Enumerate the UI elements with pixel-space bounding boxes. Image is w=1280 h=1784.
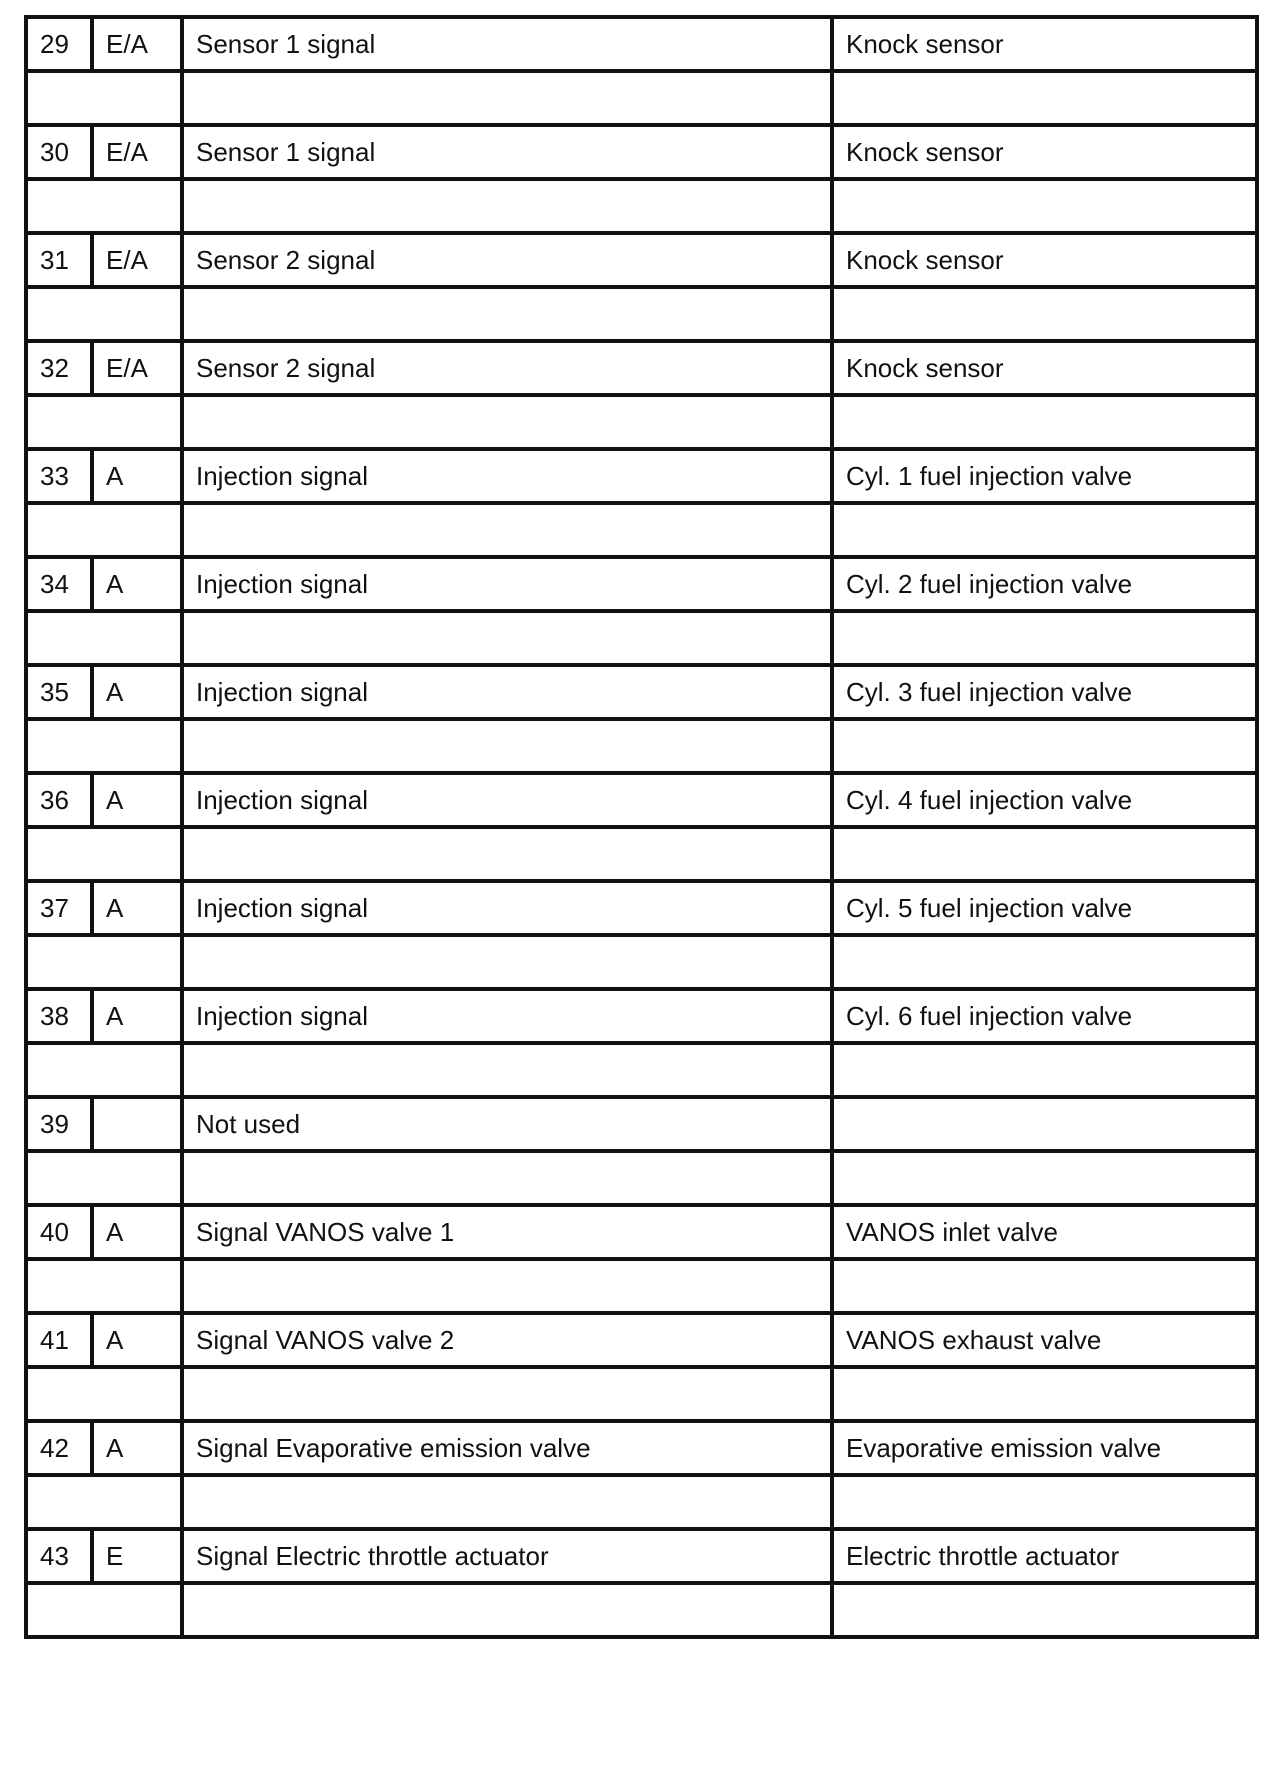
- table-row: [26, 449, 1257, 503]
- description-cell: Sensor 2 signal: [182, 341, 832, 395]
- spacer-row: [26, 1151, 1257, 1205]
- table-row: [26, 557, 1257, 611]
- pin-number-cell: 41: [26, 1313, 92, 1367]
- signal-type-cell: E/A: [92, 125, 182, 179]
- table-row: [26, 1421, 1257, 1475]
- signal-type-cell: A: [92, 1205, 182, 1259]
- component-cell: Cyl. 5 fuel injection valve: [832, 881, 1257, 935]
- table-row: [26, 341, 1257, 395]
- component-cell: VANOS inlet valve: [832, 1205, 1257, 1259]
- table-row: [26, 233, 1257, 287]
- spacer-row: [26, 287, 1257, 341]
- spacer-row: [26, 935, 1257, 989]
- pin-assignment-table: [24, 15, 1259, 1639]
- component-cell: Knock sensor: [832, 125, 1257, 179]
- description-cell: Injection signal: [182, 449, 832, 503]
- component-cell: Cyl. 3 fuel injection valve: [832, 665, 1257, 719]
- description-cell: Signal Electric throttle actuator: [182, 1529, 832, 1583]
- signal-type-cell: A: [92, 1421, 182, 1475]
- description-cell: Injection signal: [182, 557, 832, 611]
- signal-type-cell: A: [92, 449, 182, 503]
- spacer-row: [26, 827, 1257, 881]
- component-cell: [832, 1097, 1257, 1151]
- signal-type-cell: E/A: [92, 17, 182, 71]
- pin-number-cell: 39: [26, 1097, 92, 1151]
- description-cell: Signal Evaporative emission valve: [182, 1421, 832, 1475]
- spacer-row: [26, 1583, 1257, 1637]
- description-cell: Signal VANOS valve 1: [182, 1205, 832, 1259]
- spacer-row: [26, 71, 1257, 125]
- component-cell: VANOS exhaust valve: [832, 1313, 1257, 1367]
- table-row: [26, 881, 1257, 935]
- description-cell: Sensor 2 signal: [182, 233, 832, 287]
- spacer-row: [26, 179, 1257, 233]
- table-row: [26, 1529, 1257, 1583]
- component-cell: Knock sensor: [832, 233, 1257, 287]
- description-cell: Not used: [182, 1097, 832, 1151]
- spacer-row: [26, 503, 1257, 557]
- pin-number-cell: 36: [26, 773, 92, 827]
- description-cell: Injection signal: [182, 881, 832, 935]
- spacer-row: [26, 395, 1257, 449]
- pin-number-cell: 37: [26, 881, 92, 935]
- pin-assignment-sheet: [24, 15, 1255, 1639]
- spacer-row: [26, 1259, 1257, 1313]
- component-cell: Evaporative emission valve: [832, 1421, 1257, 1475]
- table-row: [26, 773, 1257, 827]
- pin-number-cell: 33: [26, 449, 92, 503]
- signal-type-cell: A: [92, 989, 182, 1043]
- table-row: [26, 665, 1257, 719]
- component-cell: Cyl. 4 fuel injection valve: [832, 773, 1257, 827]
- pin-number-cell: 31: [26, 233, 92, 287]
- pin-number-cell: 32: [26, 341, 92, 395]
- pin-number-cell: 30: [26, 125, 92, 179]
- spacer-row: [26, 1043, 1257, 1097]
- signal-type-cell: E: [92, 1529, 182, 1583]
- table-body: [26, 17, 1257, 1637]
- description-cell: Injection signal: [182, 989, 832, 1043]
- table-row: [26, 989, 1257, 1043]
- component-cell: Knock sensor: [832, 17, 1257, 71]
- component-cell: Cyl. 6 fuel injection valve: [832, 989, 1257, 1043]
- table-row: [26, 17, 1257, 71]
- description-cell: Injection signal: [182, 665, 832, 719]
- signal-type-cell: A: [92, 1313, 182, 1367]
- signal-type-cell: A: [92, 557, 182, 611]
- component-cell: Electric throttle actuator: [832, 1529, 1257, 1583]
- pin-number-cell: 43: [26, 1529, 92, 1583]
- table-row: [26, 125, 1257, 179]
- component-cell: Cyl. 1 fuel injection valve: [832, 449, 1257, 503]
- signal-type-cell: A: [92, 665, 182, 719]
- table-row: [26, 1097, 1257, 1151]
- pin-number-cell: 34: [26, 557, 92, 611]
- table-row: [26, 1205, 1257, 1259]
- signal-type-cell: E/A: [92, 341, 182, 395]
- signal-type-cell: [92, 1097, 182, 1151]
- pin-number-cell: 29: [26, 17, 92, 71]
- signal-type-cell: E/A: [92, 233, 182, 287]
- description-cell: Sensor 1 signal: [182, 17, 832, 71]
- component-cell: Cyl. 2 fuel injection valve: [832, 557, 1257, 611]
- table-row: [26, 1313, 1257, 1367]
- spacer-row: [26, 1367, 1257, 1421]
- spacer-row: [26, 719, 1257, 773]
- description-cell: Signal VANOS valve 2: [182, 1313, 832, 1367]
- pin-number-cell: 40: [26, 1205, 92, 1259]
- pin-number-cell: 35: [26, 665, 92, 719]
- signal-type-cell: A: [92, 773, 182, 827]
- component-cell: Knock sensor: [832, 341, 1257, 395]
- pin-number-cell: 42: [26, 1421, 92, 1475]
- description-cell: Sensor 1 signal: [182, 125, 832, 179]
- pin-number-cell: 38: [26, 989, 92, 1043]
- spacer-row: [26, 611, 1257, 665]
- signal-type-cell: A: [92, 881, 182, 935]
- spacer-row: [26, 1475, 1257, 1529]
- description-cell: Injection signal: [182, 773, 832, 827]
